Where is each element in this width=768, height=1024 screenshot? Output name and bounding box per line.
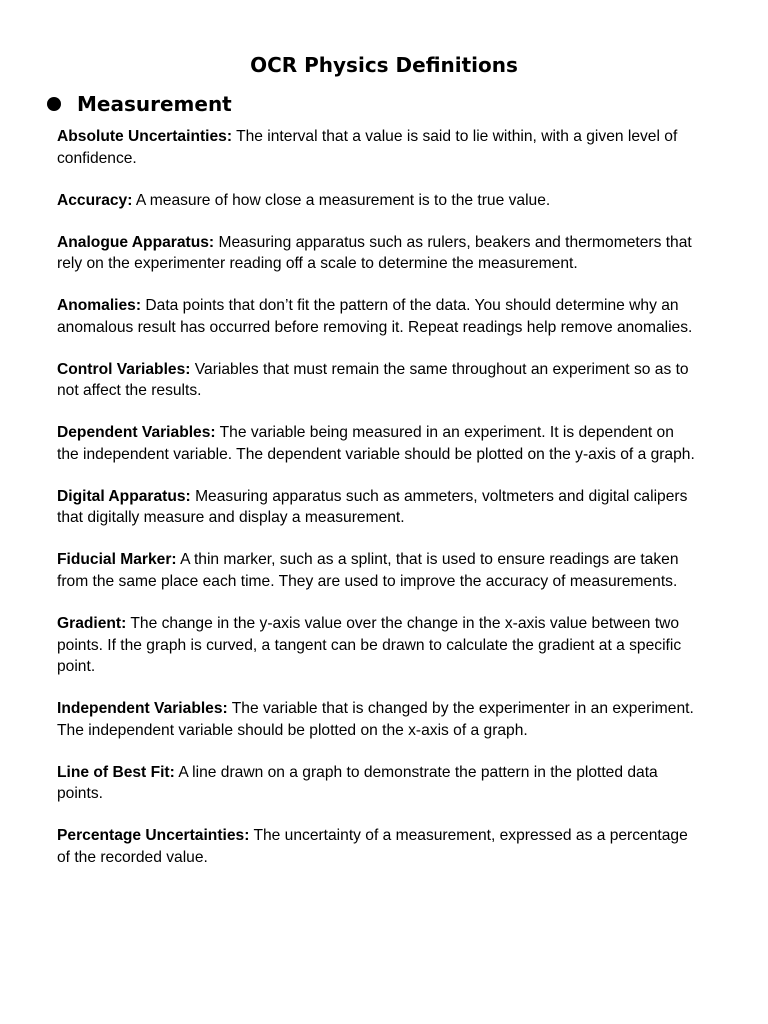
definition-text: The variable that is changed by the experimenter in an experiment. The independent variable should be plotted on the x-axis of a graph.	[57, 700, 694, 739]
definition-item	[57, 549, 697, 592]
definition-term: Gradient:	[57, 615, 127, 633]
definition-text: Measuring apparatus such as rulers, beakers and thermometers that rely on the experimenter reading off a scale to determine the measurement.	[57, 233, 692, 273]
definition-item	[57, 698, 697, 741]
definition-text: The uncertainty of a measurement, expressed as a percentage of the recorded value.	[57, 827, 688, 866]
section-heading	[46, 90, 232, 118]
section-heading-label: Measurement	[77, 92, 232, 116]
definition-text: Variables that must remain the same throughout an experiment so as to not affect the results.	[57, 360, 689, 400]
definitions-list	[57, 126, 697, 889]
definition-item	[57, 126, 697, 169]
definition-term: Accuracy:	[57, 191, 133, 209]
definition-term: Dependent Variables:	[57, 424, 216, 442]
definition-term: Line of Best Fit:	[57, 763, 175, 781]
definition-item	[57, 422, 697, 465]
bullet-icon	[47, 97, 61, 111]
definition-item	[57, 190, 697, 212]
definition-text: The interval that a value is said to lie within, with a given level of confidence.	[57, 128, 678, 167]
definition-text: A line drawn on a graph to demonstrate the pattern in the plotted data points.	[57, 763, 658, 803]
definition-term: Independent Variables:	[57, 700, 228, 718]
definition-item	[57, 825, 697, 868]
definition-term: Absolute Uncertainties:	[57, 128, 233, 145]
page-title: OCR Physics Definitions	[250, 53, 518, 77]
definition-text: A measure of how close a measurement is to the true value.	[135, 191, 551, 209]
definition-term: Analogue Apparatus:	[57, 233, 215, 251]
definition-item	[57, 295, 697, 338]
definition-text: Data points that don’t fit the pattern of the data. You should determine why an anomalous result has occurred before removing it. Repeat readings help remove anomalies.	[57, 297, 693, 336]
definition-text: The change in the y-axis value over the change in the x-axis value between two points. If the graph is curved, a tangent can be drawn to calculate the gradient at a specific point.	[57, 615, 682, 676]
definition-item	[57, 232, 697, 275]
definition-term: Anomalies:	[57, 297, 142, 315]
definition-item	[57, 613, 697, 678]
definition-text: A thin marker, such as a splint, that is used to ensure readings are taken from the same place each time. They are used to improve the accuracy of measurements.	[57, 551, 679, 591]
definition-term: Control Variables:	[57, 360, 191, 378]
definition-term: Percentage Uncertainties:	[57, 827, 250, 845]
definition-term: Digital Apparatus:	[57, 487, 191, 505]
definition-term: Fiducial Marker:	[57, 551, 177, 569]
definition-item	[57, 762, 697, 805]
definition-text: The variable being measured in an experiment. It is dependent on the independent variable. The dependent variable should be plotted on the y-axis of a graph.	[57, 424, 695, 463]
definition-text: Measuring apparatus such as ammeters, voltmeters and digital calipers that digitally measure and display a measurement.	[57, 487, 688, 527]
definition-item	[57, 486, 697, 529]
definition-item	[57, 359, 697, 402]
